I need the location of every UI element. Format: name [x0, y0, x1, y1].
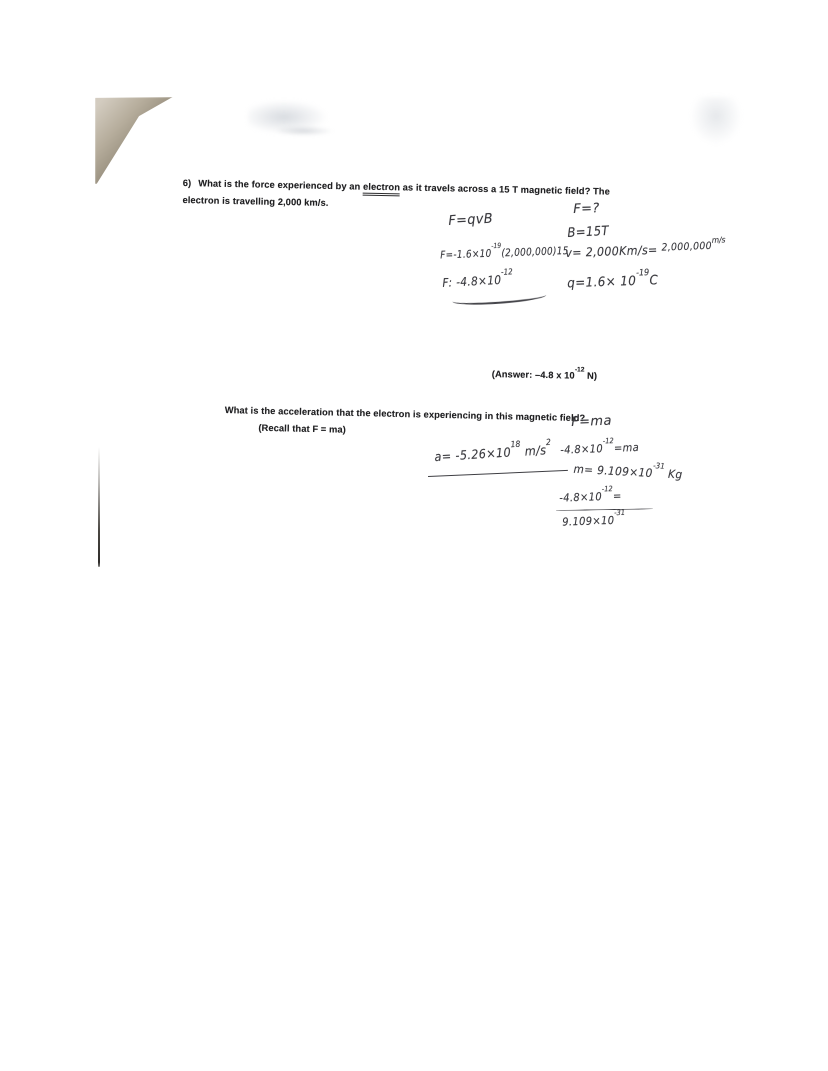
- page-crease-artifact: [98, 447, 100, 567]
- hw-substitution-line: $F=-1.6\times 10^{-19}(2,000,000)15$: [440, 241, 569, 262]
- hw-fraction-bar: [556, 508, 653, 511]
- hw-formula-fma: F=ma: [571, 413, 613, 430]
- hw-given-velocity: v= 2,000Km/s= $^{2,000,000m/s}$: [565, 234, 726, 260]
- underlined-word-electron: electron: [363, 182, 400, 197]
- hw-formula-fqvb: F=qvB: [448, 210, 494, 229]
- question-6-line2: electron is travelling 2,000 km/s.: [182, 194, 329, 208]
- hw-fraction-denominator: $9.109\times 10^{-31}$: [562, 508, 626, 529]
- question-acceleration-line2: (Recall that F = ma): [258, 422, 347, 435]
- scan-smudge: [274, 126, 334, 136]
- hw-fraction-numerator: $-4.8\times 10^{-12}=$: [559, 484, 622, 505]
- question-acceleration: [224, 402, 585, 443]
- hw-substitution-fma: $-4.8\times 10^{-12}=ma$: [560, 436, 640, 457]
- hw-underline-swoosh: [452, 289, 547, 307]
- scan-smudge: [690, 97, 742, 145]
- hw-given-charge: $q=1.6\times 10^{-19}C$: [567, 267, 659, 292]
- question-number: 6): [182, 177, 192, 189]
- scan-smudge: [248, 100, 328, 134]
- question-6-text-before: What is the force experienced by an: [198, 178, 364, 192]
- question-6: [182, 175, 610, 217]
- hw-acceleration-result: $a= -5.26\times 10^{18}$ $m/s^2$: [434, 437, 552, 465]
- page-corner-fold-crease: [95, 97, 175, 184]
- hw-result-underline: [428, 470, 568, 477]
- hw-given-force: F=?: [573, 201, 600, 217]
- hw-electron-mass: $m= 9.109\times 10^{-31}$ Kg: [573, 461, 683, 482]
- question-6-text-after: as it travels across a 15 T magnetic field? The: [399, 182, 611, 197]
- answer-line: (Answer: –4.8 x $10^{-12}$ N): [491, 366, 598, 381]
- hw-given-field: B=15T: [567, 223, 610, 241]
- question-acceleration-line1: What is the acceleration that the electron is experiencing in this magnetic field?: [224, 404, 586, 424]
- hw-force-result: F: $-4.8\times 10^{-12}$: [442, 266, 513, 290]
